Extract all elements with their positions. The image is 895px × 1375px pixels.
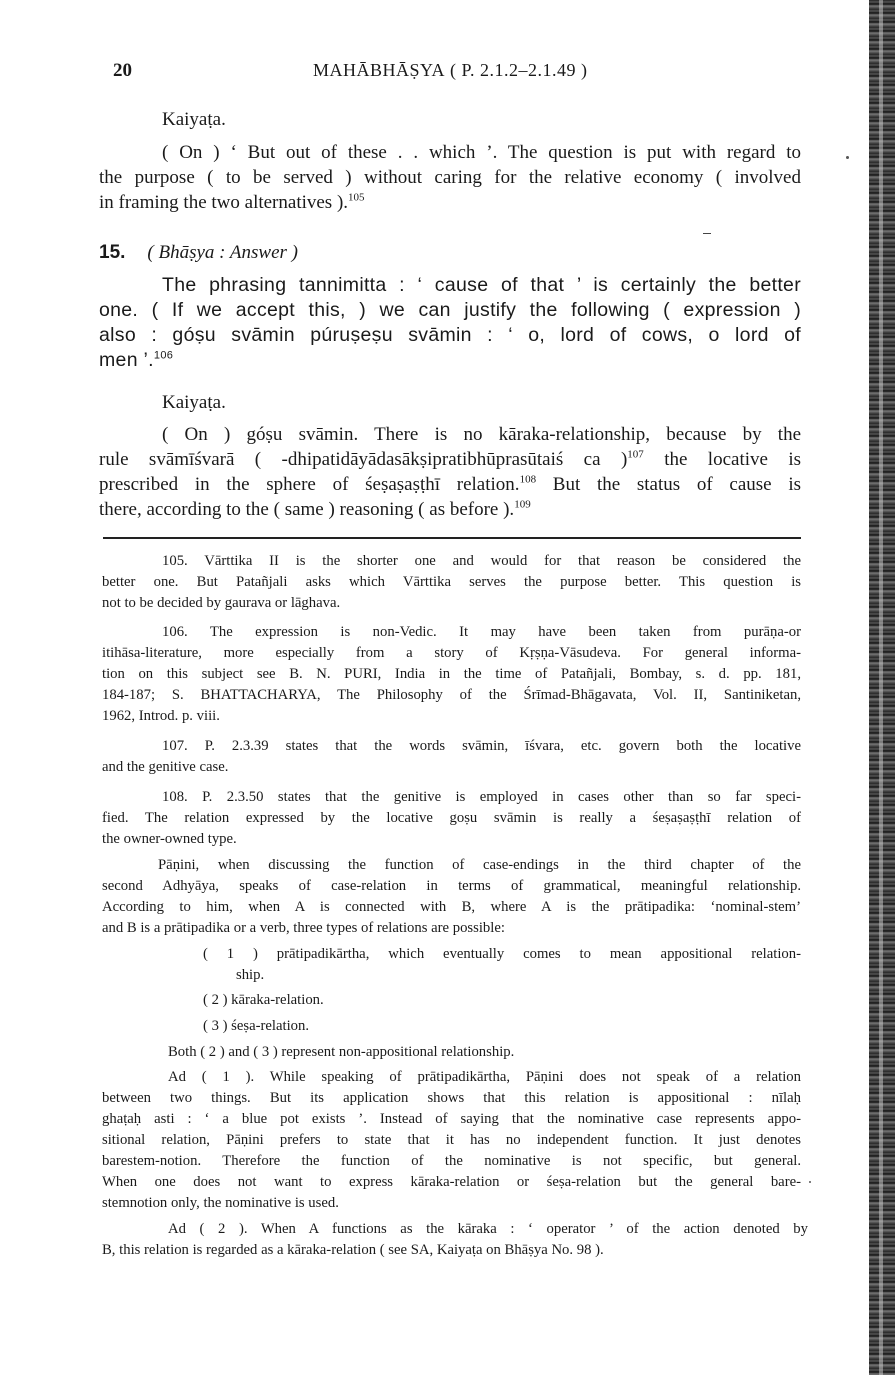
footnote-ref-106[interactable]: 106	[153, 349, 174, 362]
kaiyata-2-line-3a: prescribed in the sphere of śeṣaṣaṣṭhī relation.	[99, 474, 520, 495]
footnote-106-line-3: tion on this subject see B. N. PURI, India in the time of Patañjali, Bombay, s. d. pp. 181,	[102, 666, 801, 682]
footnote-107-line-1: 107. P. 2.3.39 states that the words svāmin, īśvara, etc. govern both the locative	[162, 738, 801, 754]
section-label: ( Bhāṣya : Answer )	[147, 242, 298, 263]
spine-highlight	[879, 0, 883, 1375]
ad1-line-3: ghaṭaḥ asti : ‘ a blue pot exists ’. Instead of saying that the nominative case represents appo-	[102, 1111, 801, 1127]
page-header	[113, 60, 803, 86]
panini-line-1: Pāṇini, when discussing the function of case-endings in the third chapter of the	[158, 857, 801, 873]
running-title-text: MAHĀBHĀṢYA	[313, 60, 446, 80]
kaiyata-2-line-1: ( On ) góṣu svāmin. There is no kāraka-relationship, because by the	[162, 424, 801, 445]
ad1-line-6: When one does not want to express kāraka-relation or śeṣa-relation but the general bare-	[102, 1174, 801, 1190]
ink-speck	[809, 1181, 811, 1183]
footnote-ref-108[interactable]: 108	[519, 473, 537, 486]
section-number: 15.	[99, 242, 126, 263]
footnote-108-line-1: 108. P. 2.3.50 states that the genitive is employed in cases other than so far speci-	[162, 789, 801, 805]
kaiyata-1-line-1: ( On ) ‘ But out of these . . which ’. The question is put with regard to	[162, 142, 801, 163]
ad1-line-2: between two things. But its application shows that this relation is appositional : nīlaḥ	[102, 1090, 801, 1106]
footnote-separator	[103, 537, 801, 539]
footnote-106-line-2: itihāsa-literature, more especially from a story of Kṛṣṇa-Vāsudeva. For general informa-	[102, 645, 801, 661]
kaiyata-2-line-4-text: there, according to the ( same ) reasoning ( as before ).	[99, 499, 515, 520]
footnote-105-line-3: not to be decided by gaurava or lāghava.	[102, 595, 341, 611]
running-title	[313, 60, 588, 81]
ink-speck	[846, 156, 849, 159]
kaiyata-heading-1: Kaiyaṭa.	[162, 109, 226, 130]
ad2-line-2: B, this relation is regarded as a kāraka-relation ( see SA, Kaiyaṭa on Bhāṣya No. 98 ).	[102, 1242, 604, 1258]
ad1-line-1: Ad ( 1 ). While speaking of prātipadikārtha, Pāṇini does not speak of a relation	[168, 1069, 801, 1085]
footnote-106-line-1: 106. The expression is non-Vedic. It may have been taken from purāṇa-or	[162, 624, 801, 640]
panini-line-3: According to him, when A is connected with B, where A is the prātipadika: ‘nominal-stem’	[102, 899, 801, 915]
section-15-line-3: also : góṣu svāmin púruṣeṣu svāmin : ‘ o, lord of cows, o lord of	[99, 324, 801, 346]
both-line: Both ( 2 ) and ( 3 ) represent non-appositional relationship.	[168, 1044, 515, 1060]
list-item-1-line-1: ( 1 ) prātipadikārtha, which eventually comes to mean appositional relation-	[203, 946, 801, 962]
panini-line-4: and B is a prātipadika or a verb, three types of relations are possible:	[102, 920, 505, 936]
kaiyata-2-line-2a: rule svāmīśvarā ( -dhipatidāyādasākṣipratibhūprasūtaiś ca )	[99, 449, 628, 470]
list-item-2: ( 2 ) kāraka-relation.	[203, 992, 324, 1008]
section-15-line-4	[99, 348, 173, 373]
footnote-ref-109[interactable]: 109	[514, 498, 531, 511]
kaiyata-2-line-2	[99, 447, 801, 472]
ad1-line-4: sitional relation, Pāṇini prefers to state that it has no independent function. It just denotes	[102, 1132, 801, 1148]
kaiyata-1-line-2: the purpose ( to be served ) without caring for the relative economy ( involved	[99, 167, 801, 188]
footnote-ref-107[interactable]: 107	[627, 448, 644, 461]
footnote-106-line-5: 1962, Introd. p. viii.	[102, 708, 220, 724]
footnote-106-line-4: 184-187; S. BHATTACHARYA, The Philosophy of the Śrīmad-Bhāgavata, Vol. II, Santiniketan,	[102, 687, 801, 703]
kaiyata-2-line-3b: But the status of cause is	[552, 474, 802, 495]
list-item-1-line-2: ship.	[236, 967, 265, 983]
kaiyata-2-line-4	[99, 497, 531, 522]
list-item-3: ( 3 ) śeṣa-relation.	[203, 1018, 310, 1034]
footnote-107-line-2: and the genitive case.	[102, 759, 229, 775]
footnote-105-line-2: better one. But Patañjali asks which Vārttika serves the purpose better. This question is	[102, 574, 801, 590]
section-reference: ( P. 2.1.2–2.1.49 )	[450, 60, 588, 80]
footnote-108-line-3: the owner-owned type.	[102, 831, 237, 847]
margin-dash	[703, 233, 711, 234]
kaiyata-1-line-3-text: in framing the two alternatives ).	[99, 192, 349, 213]
section-15-line-1: The phrasing tannimitta : ‘ cause of that ’ is certainly the better	[162, 274, 801, 296]
section-15-heading	[99, 240, 298, 265]
section-15-line-4-text: men ’.	[99, 349, 154, 371]
kaiyata-heading-2: Kaiyaṭa.	[162, 392, 226, 413]
kaiyata-1-line-3	[99, 190, 365, 215]
footnote-105-line-1: 105. Vārttika II is the shorter one and would for that reason be considered the	[162, 553, 801, 569]
panini-line-2: second Adhyāya, speaks of case-relation in terms of grammatical, meaningful relationship.	[102, 878, 801, 894]
kaiyata-2-line-2b: the locative is	[664, 449, 802, 470]
ad1-line-5: barestem-notion. Therefore the function of the nominative is not specific, but general.	[102, 1153, 801, 1169]
section-15-line-2: one. ( If we accept this, ) we can justify the following ( expression )	[99, 299, 801, 321]
footnote-108-line-2: fied. The relation expressed by the locative goṣu svāmin is really a śeṣaṣaṣṭhī relation of	[102, 810, 801, 826]
page-number: 20	[113, 60, 132, 81]
kaiyata-2-line-3	[99, 472, 801, 497]
ad1-line-7: stemnotion only, the nominative is used.	[102, 1195, 339, 1211]
footnote-ref-105[interactable]: 105	[348, 191, 365, 204]
ad2-line-1: Ad ( 2 ). When A functions as the kāraka : ‘ operator ’ of the action denoted by	[168, 1221, 808, 1237]
